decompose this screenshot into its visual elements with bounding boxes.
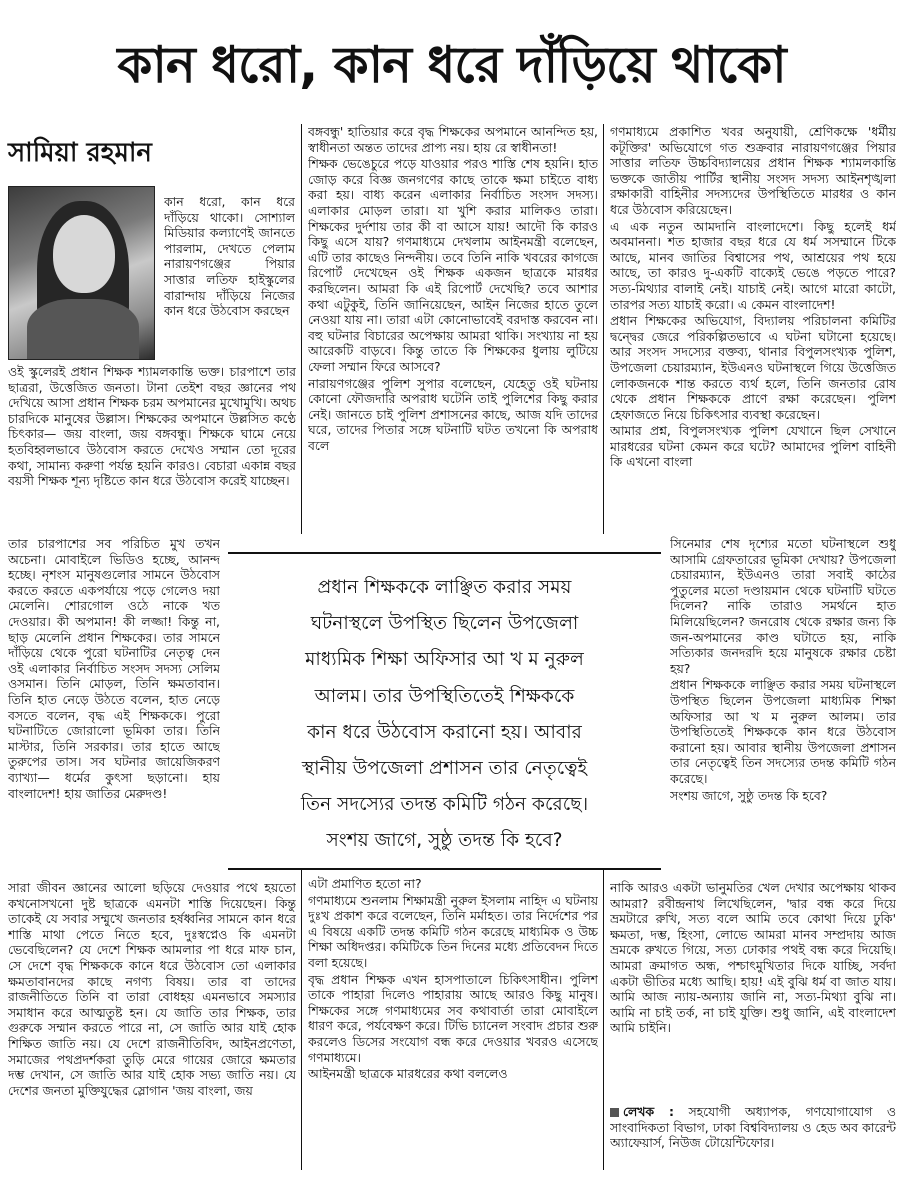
paragraph: নাকি আরও একটা ভানুমতির খেল দেখার অপেক্ষায় থাকব আমরা? রবীন্দ্রনাথ লিখেছিলেন, 'দ্বার বন্ধ করে দিয়ে ভ্রমটারে রুখি, সত্য বলে আমি তবে কোথা দিয়ে ঢুকি' ক্ষমতা, দম্ভ, হিংসা, লোভে আমরা মানব সম্প্রদায় আজ ভ্রমকে রুখতে গিয়ে, সত্য ঢোকার পথই বন্ধ করে দিয়েছি। আমরা ক্রমাগত অন্ধ, পশ্চাৎমুখিতার দিকে যাচ্ছি, সর্বদা একটা ভীতির মধ্যে আছি। হায়! এই বুঝি ধর্ম বা জাত যায়। আমি আজ ন্যায়-অন্যায় জানি না, সত্য-মিথ্যা বুঝি না। আমি না চাই তর্ক, না চাই যুক্তি। শুধু জানি, এই বাংলাদেশ আমি চাইনি। [610, 880, 896, 1036]
pullquote-line: প্রধান শিক্ষককে লাঞ্ছিত করার সময় [317, 577, 572, 598]
pullquote-line: তিন সদস্যের তদন্ত কমিটি গঠন করেছে। [300, 794, 589, 816]
paragraph: আইনমন্ত্রী ছাত্রকে মারধরের কথা বললেও [308, 1066, 508, 1082]
column-divider-left-bottom [301, 870, 302, 1170]
pullquote-line: সংশয় জাগে, সুষ্ঠু তদন্ত কি হবে? [326, 830, 563, 852]
column-divider-right [603, 124, 604, 534]
author-credit [610, 1104, 896, 1170]
credit-label: লেখক : [623, 1104, 674, 1119]
photo-face-shape [53, 215, 115, 293]
credit-text: সহযোগী অধ্যাপক, গণযোগাযোগ ও সাংবাদিকতা বিভাগ, ঢাকা বিশ্ববিদ্যালয় ও হেড অব কারেন্ট অ্যাফেয়ার্স, নিউজ টোয়েন্টিফোর। [610, 1104, 896, 1151]
column-1-bottom [8, 880, 296, 1170]
photo-body-shape [27, 299, 139, 360]
paragraph: ওই স্কুলেরই প্রধান শিক্ষক শ্যামলকান্তি ভক্ত। চারপাশে তার ছাত্ররা, উত্তেজিত জনতা। টানা তেইশ বছর জ্ঞানের পথ দেখিয়ে আসা প্রধান শিক্ষক চরম অপমানের মুখোমুখি। অথচ চারদিকে মানুষের উল্লাস। শিক্ষকের অপমানে উল্লসিত কণ্ঠে চিৎকার— জয় বাংলা, জয় বঙ্গবন্ধু। শিক্ষকে ঘামে নেয়ে হতবিহ্বলভাবে উঠবোস করতে দেখেও সম্মান তো দূরের কথা, সামান্য করুণা পর্যন্ত হয়নি কারও। বেচারা একান্ন বছর বয়সী শিক্ষক শূন্য দৃষ্টিতে কান ধরে উঠবোস করেই যাচ্ছেন। [8, 364, 296, 489]
pullquote-rule-bottom [228, 868, 661, 870]
pullquote-line: আলম। তার উপস্থিতিতেই শিক্ষককে [314, 685, 575, 707]
column-divider-left [301, 124, 302, 534]
paragraph: সারা জীবন জ্ঞানের আলো ছড়িয়ে দেওয়ার পথে হয়তো কখনোসখনো দুষ্ট ছাত্রকে এমনটা শাস্তি দিয়েছেন। কিন্তু তাকেই যে সবার সম্মুখে জনতার হর্ষধ্বনির সামনে কান ধরে শাস্তি মাথা পেতে নিতে হবে, দুঃস্বপ্নেও কি এমনটা ভেবেছিলেন? যে দেশে শিক্ষক আমলার পা ধরে মাফ চান, সে দেশে বৃদ্ধ শিক্ষককে কানে ধরে উঠবোস তো এলাকার ক্ষমতাবানদের কাছে নগণ্য বিষয়। তার বা তাদের রাজনীতিতে তিনি বা তারা বোধহয় এমনভাবে সমস্যার সমাধান করে আত্মতুষ্ট হন। যে জাতি তার শিক্ষক, তার গুরুকে সম্মান করতে পারে না, সে জাতি আর যাই হোক শিক্ষিত জাতি নয়। যে দেশে রাজনীতিবিদ, আইনপ্রণেতা, সমাজের পথপ্রদর্শকরা তুড়ি মেরে গায়ের জোরে ক্ষমতার দম্ভ দেখান, সে জাতি আর যাই হোক সভ্য জাতি নয়। যে দেশের জনতা মুক্তিযুদ্ধের স্লোগান 'জয় বাংলা, জয় [8, 880, 296, 1098]
author-byline: সামিয়া রহমান [8, 138, 152, 168]
paragraph: এটা প্রমাণিত হতো না? [308, 876, 422, 891]
pullquote-line: ঘটনাস্থলে উপস্থিত ছিলেন উপজেলা [310, 613, 579, 635]
paragraph: প্রধান শিক্ষকের অভিযোগ, বিদ্যালয় পরিচালনা কমিটির দ্বন্দ্বের জেরে পরিকল্পিতভাবে এ ঘটনা ঘটানো হয়েছে। আর সংসদ সদস্যের বক্তব্য, থানার বিপুলসংখ্যক পুলিশ, উপজেলা চেয়ারম্যান, ইউএনও ঘটনাস্থলে গিয়ে উত্তেজিত লোকজনকে শান্ত করতে ব্যর্থ হলে, তিনি জনতার রোষ থেকে প্রধান শিক্ষককে প্রাণে রক্ষা করেছেন। পুলিশ হেফাজতে নিয়ে চিকিৎসার ব্যবস্থা করেছেন। [610, 313, 896, 422]
paragraph: এ এক নতুন আমদানি বাংলাদেশে। কিছু হলেই ধর্ম অবমাননা। শত হাজার বছর ধরে যে ধর্ম সসম্মানে টিকে আছে, মানব জাতির বিশ্বাসের পথ, আশ্রয়ের পথ হয়ে আছে, তা কারও দু-একটি বাক্যেই ভেঙে পড়তে পারে? সত্য-মিথ্যার বালাই নেই। যাচাই নেই। আগে মারো কাটো, তারপর সত্য যাচাই করো। এ কেমন বাংলাদেশ! [610, 218, 896, 312]
pullquote-rule-top [228, 552, 661, 554]
paragraph: শিক্ষক ভেঙেচুরে পড়ে যাওয়ার পরও শাস্তি শেষ হয়নি। হাত জোড় করে বিজ্ঞ জনগণের কাছে তাকে ক্ষমা চাইতে বাধ্য করা হয়। বাধ্য করেন এলাকার নির্বাচিত সংসদ সদস্য। এলাকার মোড়ল তারা। যা খুশি করার মালিকও তারা। শিক্ষকের দুর্দশায় তার কী বা আসে যায়! আদৌ কি কারও কিছু এসে যায়? গণমাধ্যমে দেখলাম আইনমন্ত্রী বলেছেন, এটি তার কাছেও নিন্দনীয়। তবে তিনি নাকি খবরের কাগজে রিপোর্ট দেখেছেন ওই শিক্ষক একজন ছাত্রকে মারধর করছিলেন। আমরা কি এই রিপোর্ট দেখেছি? তবে আশার কথা এটুকুই, তিনি জানিয়েছেন, আইন নিজের হাতে তুলে নেওয়া যায় না। তারা এটা কোনোভাবেই বরদাস্ত করবেন না। বহু ঘটনার বিচারের অপেক্ষায় আমরা থাকি। সংখ্যায় না হয় আরেকটি বাড়বে। কিন্তু তাতে কি শিক্ষকের ধুলায় লুটিয়ে ফেলা সম্মান ফিরে আসবে? [308, 156, 598, 374]
paragraph: প্রধান শিক্ষককে লাঞ্ছিত করার সময় ঘটনাস্থলে উপস্থিত ছিলেন উপজেলা মাধ্যমিক শিক্ষা অফিসার আ খ ম নুরুল আলম। তার উপস্থিতিতেই শিক্ষককে কান ধরে উঠবোস করানো হয়। আবার স্থানীয় উপজেলা প্রশাসন তার নেতৃত্বেই তিন সদস্যের তদন্ত কমিটি গঠন করেছে। [670, 677, 896, 786]
column-1-beside-photo [164, 194, 295, 362]
paragraph: সিনেমার শেষ দৃশ্যের মতো ঘটনাস্থলে শুধু আসামি গ্রেফতারের ভূমিকা দেখায়? উপজেলা চেয়ারম্যান, ইউএনও তারা সবাই কাঠের পুতুলের মতো দণ্ডায়মান থেকে ঘটনাটি ঘটতে দিলেন? নাকি তারাও সমর্থনে হাত মিলিয়েছিলেন? জনরোষ থেকে রক্ষার জন্য কি জন-অপমানের কাণ্ড ঘটাতে হয়, নাকি সত্যিকার জনদরদি হয়ে মানুষকে রক্ষার চেষ্টা হয়? [670, 536, 896, 676]
column-3-top [610, 124, 896, 534]
column-divider-right-bottom [603, 870, 604, 1170]
column-1-lower [8, 536, 220, 878]
square-bullet-icon [610, 1108, 619, 1117]
paragraph: নারায়ণগঞ্জের পুলিশ সুপার বলেছেন, যেহেতু ওই ঘটনায় কোনো ফৌজদারি অপরাধ ঘটেনি তাই পুলিশের কিছু করার নেই। জানতে চাই পুলিশ প্রশাসনের কাছে, আজ যদি তাদের ঘরে, তাদের পিতার সঙ্গে ঘটনাটি ঘটত তখনো কি অপরাধ বলে [308, 375, 598, 453]
column-2-top [308, 124, 598, 534]
column-1-body [8, 364, 296, 534]
paragraph: তার চারপাশের সব পরিচিত মুখ তখন অচেনা। মোবাইলে ভিডিও হচ্ছে, আনন্দ হচ্ছে। নৃশংস মানুষগুলোর সামনে উঠবোস করতে করতে একপর্যায়ে পড়ে গেলেও দয়া মেলেনি। শোরগোল ওঠে নাকে খত দেওয়ার। কী অপমান! কী লজ্জা! কিন্তু না, ছাড় মেলেনি প্রধান শিক্ষকের। তার সামনে দাঁড়িয়ে থেকে পুরো ঘটনাটির নেতৃত্ব দেন ওই এলাকার নির্বাচিত সংসদ সদস্য সেলিম ওসমান। তিনি মোড়ল, তিনি ক্ষমতাবান। তিনি হাত নেড়ে উঠতে বলেন, হাত নেড়ে বসতে বলেন, বৃদ্ধ এই শিক্ষককে। পুরো ঘটনাটিতে জোরালো ভূমিকা তার। তিনি মাস্টার, তিনি সরকার। তার হাতে আছে তুরুপের তাস। সব ঘটনার জায়েজিকরণ ব্যাখ্যা— ধর্মের কুৎসা ছড়ানো। হায় বাংলাদেশ! হায় জাতির মেরুদণ্ড! [8, 536, 220, 801]
author-photo [8, 186, 155, 360]
column-3-bottom [610, 880, 896, 1100]
column-3-narrow [670, 536, 896, 878]
paragraph: সংশয় জাগে, সুষ্ঠু তদন্ত কি হবে? [670, 787, 828, 803]
paragraph: কান ধরো, কান ধরে দাঁড়িয়ে থাকো। সোশ্যাল মিডিয়ার কল্যাণেই জানতে পারলাম, দেখতে পেলাম নারায়ণগঞ্জের পিয়ার সাত্তার লতিফ হাইস্কুলের বারান্দায় দাঁড়িয়ে নিজের কান ধরে উঠবোস করছেন [164, 194, 295, 319]
paragraph: বঙ্গবন্ধু' হাতিয়ার করে বৃদ্ধ শিক্ষকের অপমানে আনন্দিত হয়, স্বাধীনতা অন্তত তাদের প্রাপ্য নয়। হায় রে স্বাধীনতা! [308, 124, 598, 155]
paragraph: আমার প্রশ্ন, বিপুলসংখ্যক পুলিশ যেখানে ছিল সেখানে মারধরের ঘটনা কেমন করে ঘটে? আমাদের পুলিশ বাহিনী কি এখনো বাংলা [610, 423, 896, 470]
headline: কান ধরো, কান ধরে দাঁড়িয়ে থাকো [117, 36, 786, 94]
pullquote-line: মাধ্যমিক শিক্ষা অফিসার আ খ ম নুরুল [305, 649, 584, 671]
column-2-bottom [308, 876, 598, 1170]
pullquote [232, 570, 657, 855]
paragraph: গণমাধ্যমে শুনলাম শিক্ষামন্ত্রী নুরুল ইসলাম নাহিদ এ ঘটনায় দুঃখ প্রকাশ করে বলেছেন, তিনি মর্মাহত। তার নির্দেশের পর এ বিষয়ে একটি তদন্ত কমিটি গঠন করেছে মাধ্যমিক ও উচ্চ শিক্ষা অধিদপ্তর। কমিটিকে তিন দিনের মধ্যে প্রতিবেদন দিতে বলা হয়েছে। [308, 892, 598, 970]
paragraph: বৃদ্ধ প্রধান শিক্ষক এখন হাসপাতালে চিকিৎসাধীন। পুলিশ তাকে পাহারা দিলেও পাহারায় আছে আরও কিছু মানুষ। শিক্ষকের সঙ্গে গণমাধ্যমের সব কথাবার্তা তারা মোবাইলে ধারণ করে, পর্যবেক্ষণ করে। টিভি চ্যানেল সংবাদ প্রচার শুরু করলেও ডিসের সংযোগ বন্ধ করে দেওয়ার খবরও এসেছে গণমাধ্যমে। [308, 971, 598, 1065]
pullquote-line: স্থানীয় উপজেলা প্রশাসন তার নেতৃত্বেই [301, 758, 588, 780]
paragraph: গণমাধ্যমে প্রকাশিত খবর অনুযায়ী, শ্রেণিকক্ষে 'ধর্মীয় কটূক্তির' অভিযোগে গত শুক্রবার নারায়ণগঞ্জের পিয়ার সাত্তার লতিফ উচ্চবিদ্যালয়ের প্রধান শিক্ষক শ্যামলকান্তি ভক্তকে জাতীয় পার্টির স্থানীয় সংসদ সদস্য আইনশৃঙ্খলা রক্ষাকারী বাহিনীর সদস্যদের উপস্থিতিতে মারধর ও কান ধরে উঠবোস করিয়েছেন। [610, 124, 896, 217]
pullquote-line: কান ধরে উঠবোস করানো হয়। আবার [307, 721, 582, 743]
